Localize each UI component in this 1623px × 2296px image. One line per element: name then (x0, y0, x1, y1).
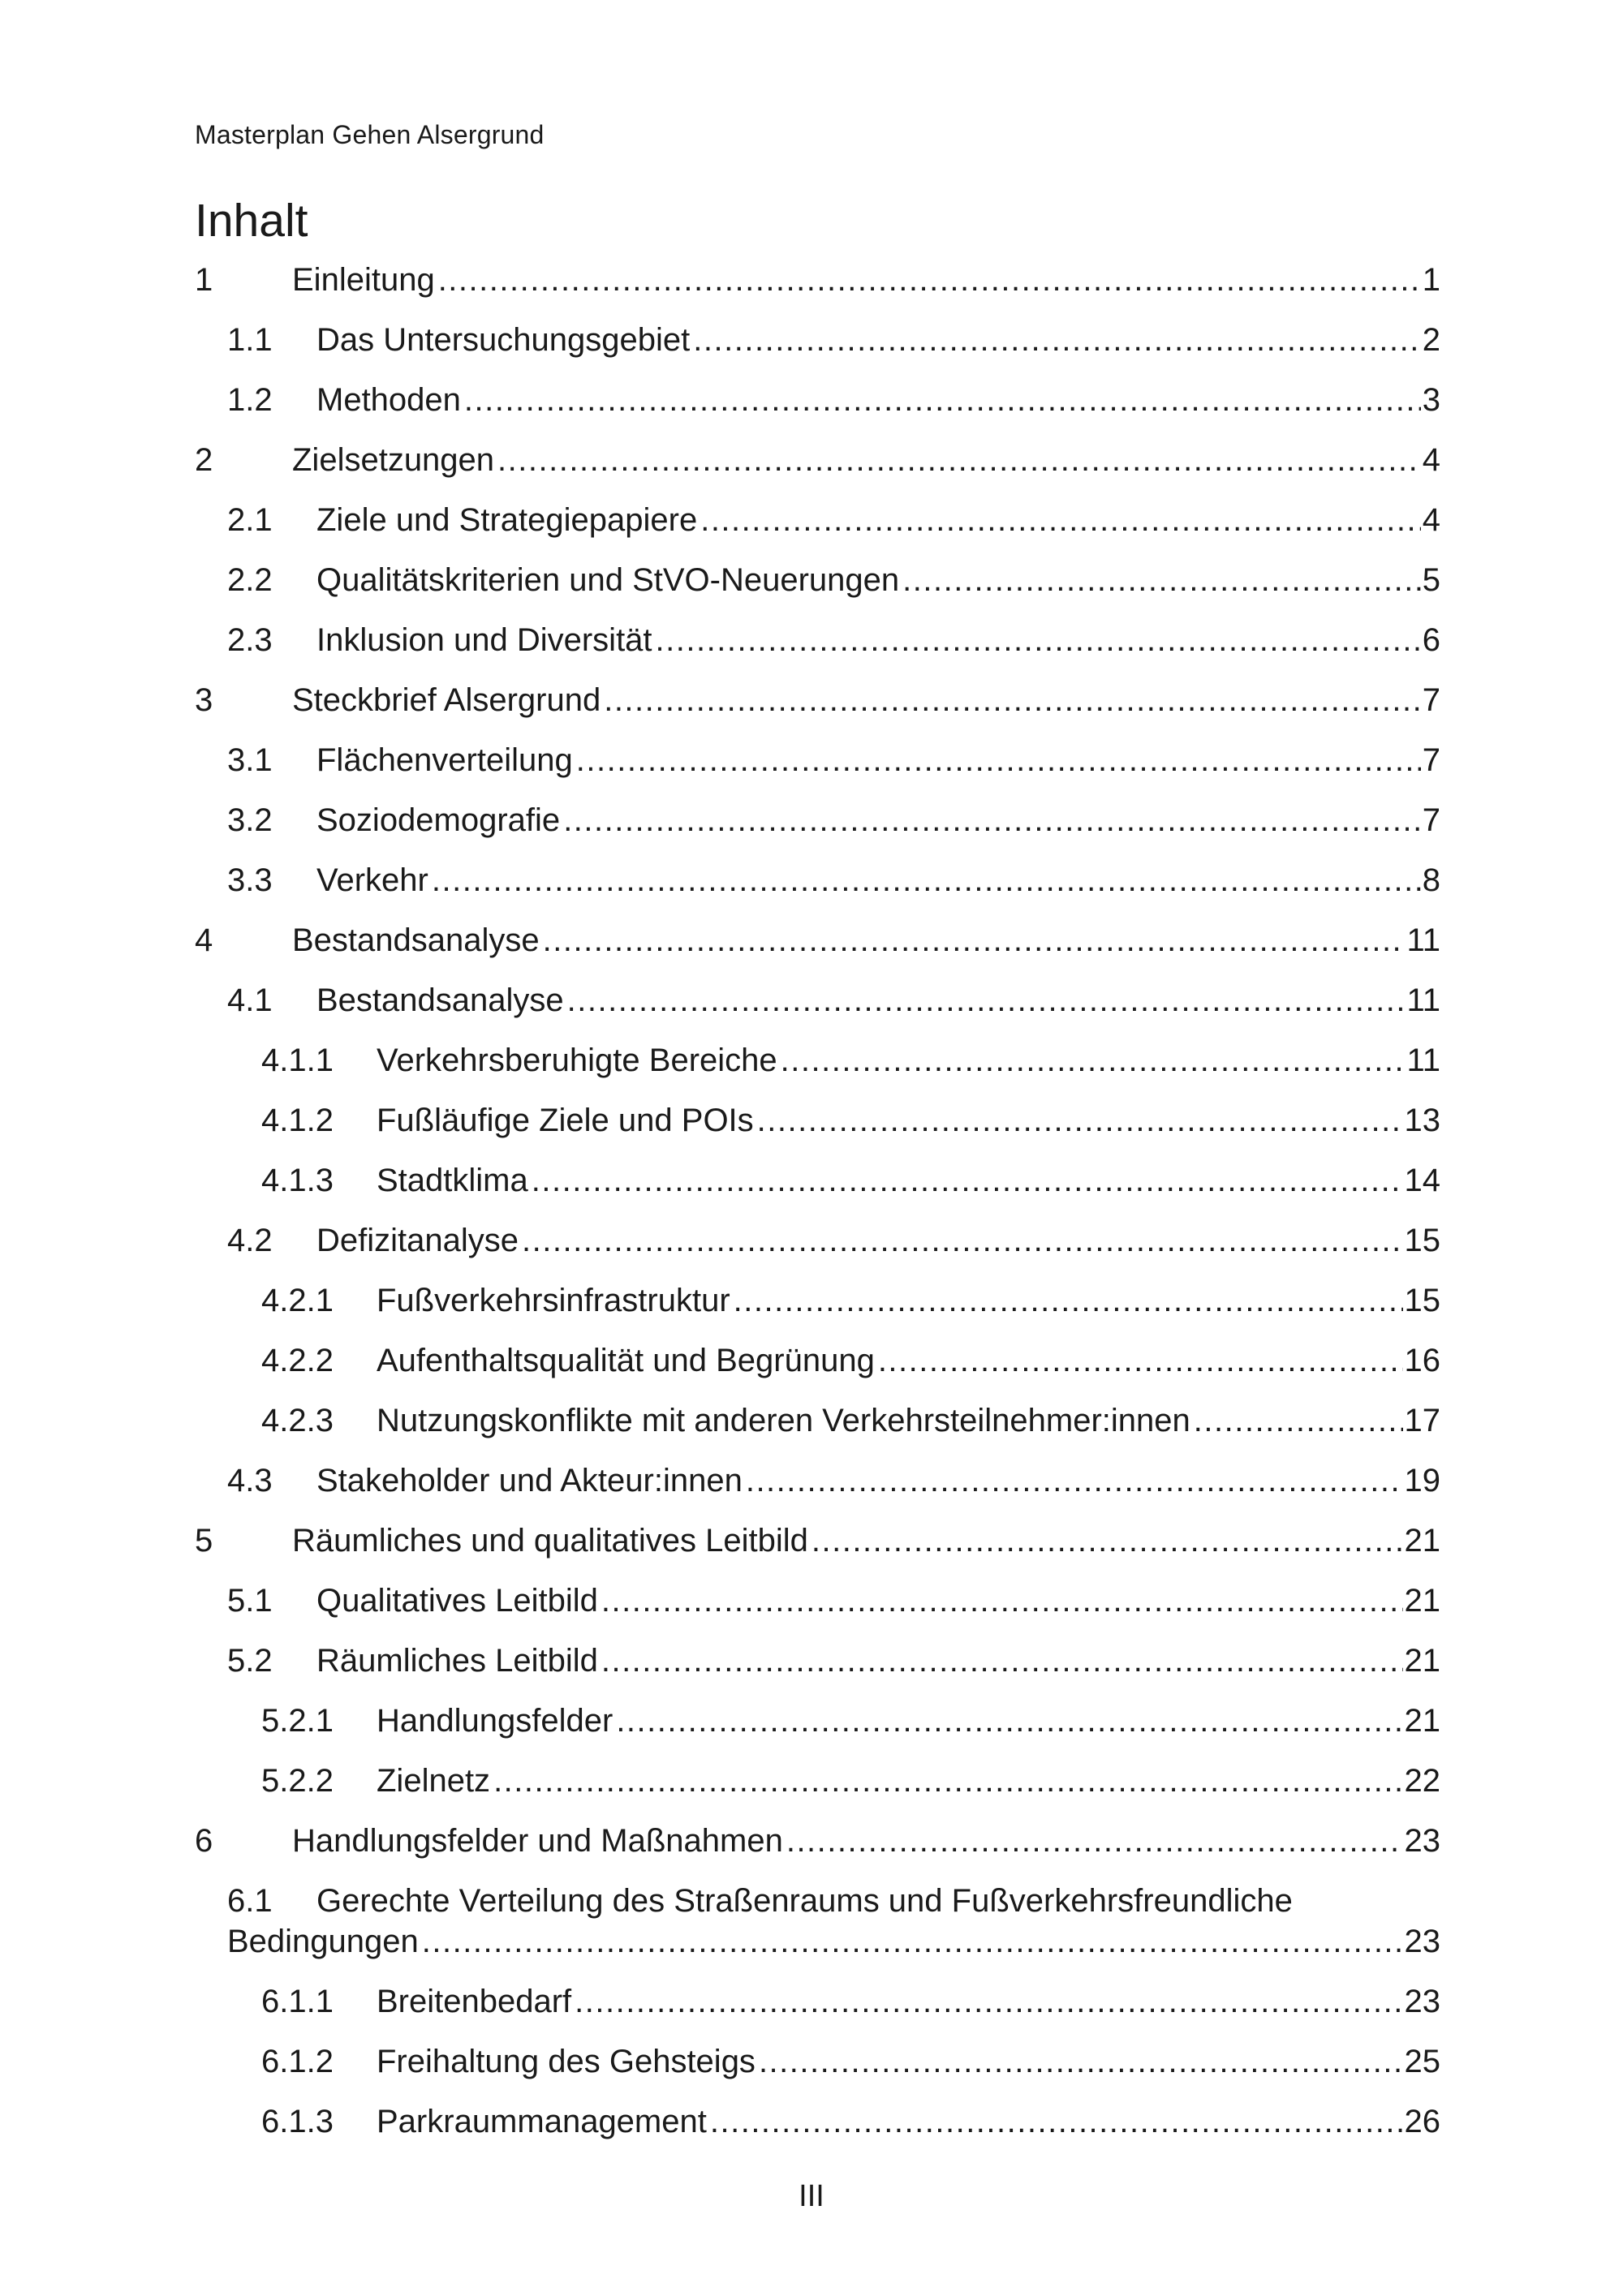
toc-entry-title: Fußläufige Ziele und POIs (377, 1103, 754, 1138)
toc-entry-number: 2.3 (227, 622, 273, 658)
toc-entry-title: Qualitätskriterien und StVO-Neuerungen (316, 562, 900, 598)
toc-entry-number: 4 (195, 922, 213, 958)
toc-entry[interactable] (195, 1160, 1440, 1201)
toc-entry[interactable] (195, 320, 1440, 360)
dot-leader (563, 800, 1421, 841)
toc-entry-title: Räumliches und qualitatives Leitbild (292, 1523, 808, 1559)
toc-entry-title: Räumliches Leitbild (316, 1643, 598, 1679)
toc-entry[interactable] (195, 1220, 1440, 1261)
dot-leader (786, 1821, 1403, 1861)
toc-entry-number: 1 (195, 262, 213, 298)
toc-entry-number: 6.1.2 (261, 2044, 334, 2079)
toc-entry[interactable] (195, 920, 1440, 961)
dot-leader (812, 1520, 1403, 1561)
toc-entry-title: Zielsetzungen (292, 442, 495, 478)
toc-entry-page: 8 (1422, 862, 1440, 898)
toc-entry[interactable] (195, 1280, 1440, 1321)
toc-entry-number: 6.1 (227, 1883, 273, 1919)
toc-entry-number: 5.2 (227, 1643, 273, 1679)
dot-leader (567, 980, 1406, 1021)
dot-leader (746, 1460, 1403, 1501)
toc-entry[interactable] (195, 1761, 1440, 1801)
dot-leader (734, 1280, 1403, 1321)
toc-entry-number: 4.2 (227, 1223, 273, 1258)
toc-entry-number: 3 (195, 682, 213, 718)
toc-entry[interactable] (195, 740, 1440, 780)
toc-entry-number: 2.1 (227, 502, 273, 538)
toc-entry-page: 26 (1404, 2104, 1440, 2139)
toc-entry-page: 3 (1422, 382, 1440, 418)
toc-entry-page: 1 (1422, 262, 1440, 298)
dot-leader (522, 1220, 1402, 1261)
toc-entry[interactable] (195, 2041, 1440, 2082)
toc-entry-page: 11 (1406, 1043, 1440, 1078)
toc-entry-page: 17 (1404, 1403, 1440, 1438)
toc-entry-number: 5.2.2 (261, 1763, 334, 1799)
dot-leader (902, 560, 1421, 600)
toc-entry-number: 4.2.1 (261, 1283, 334, 1318)
toc-entry-title: Nutzungskonflikte mit anderen Verkehrsteilnehmer:innen (377, 1403, 1190, 1438)
toc-entry-page: 5 (1422, 562, 1440, 598)
toc-entry-title: Das Untersuchungsgebiet (316, 322, 691, 358)
dot-leader (1194, 1400, 1403, 1441)
dot-leader (616, 1701, 1402, 1741)
toc-entry-page: 15 (1404, 1223, 1440, 1258)
toc-title: Inhalt (195, 195, 308, 247)
dot-leader (604, 680, 1421, 720)
toc-entry-page: 7 (1422, 682, 1440, 718)
toc-entry-number: 6.1.3 (261, 2104, 334, 2139)
toc-entry[interactable] (195, 1981, 1440, 2022)
toc-entry[interactable] (195, 1520, 1440, 1561)
toc-entry-number: 4.1.3 (261, 1163, 334, 1198)
toc-entry[interactable] (195, 1640, 1440, 1681)
toc-entry-number: 6.1.1 (261, 1984, 334, 2019)
toc-entry[interactable] (195, 2101, 1440, 2142)
dot-leader (575, 1981, 1402, 2022)
toc-entry-number: 3.3 (227, 862, 273, 898)
toc-entry-page: 15 (1404, 1283, 1440, 1318)
toc-entry-page: 13 (1404, 1103, 1440, 1138)
toc-entry-number: 4.2.2 (261, 1343, 334, 1378)
toc-entry-title: Fußverkehrsinfrastruktur (377, 1283, 730, 1318)
dot-leader (601, 1640, 1403, 1681)
toc-entry-title: Zielnetz (377, 1763, 491, 1799)
toc-entry-page: 11 (1406, 982, 1440, 1018)
toc-entry-number: 1.2 (227, 382, 273, 418)
dot-leader (710, 2101, 1403, 2142)
toc-entry[interactable] (195, 980, 1440, 1021)
toc-entry-number: 4.1.1 (261, 1043, 334, 1078)
toc-entry-number: 3.2 (227, 802, 273, 838)
toc-entry-title: Stakeholder und Akteur:innen (316, 1463, 743, 1498)
page-number: III (799, 2179, 824, 2213)
toc-entry-title: Steckbrief Alsergrund (292, 682, 601, 718)
toc-entry-title: Soziodemografie (316, 802, 561, 838)
toc-entry-number: 4.2.3 (261, 1403, 334, 1438)
toc-entry-title: Stadtklima (377, 1163, 528, 1198)
toc-entry-page: 21 (1404, 1583, 1440, 1619)
toc-entry-title: Qualitatives Leitbild (316, 1583, 598, 1619)
toc-entry-title: Bestandsanalyse (292, 922, 540, 958)
dot-leader (757, 1100, 1403, 1141)
toc-entry-page: 21 (1404, 1703, 1440, 1739)
toc-entry[interactable] (195, 800, 1440, 841)
table-of-contents (195, 260, 1440, 2161)
toc-entry-number: 3.1 (227, 742, 273, 778)
toc-entry-page: 23 (1404, 1984, 1440, 2019)
toc-entry-page: 23 (1404, 1924, 1440, 1959)
toc-entry-page: 4 (1422, 502, 1440, 538)
dot-leader (432, 860, 1421, 901)
dot-leader (438, 260, 1421, 300)
toc-entry-page: 7 (1422, 742, 1440, 778)
toc-entry[interactable] (195, 680, 1440, 720)
toc-entry-page: 23 (1404, 1823, 1440, 1859)
toc-entry[interactable] (195, 1580, 1440, 1621)
toc-entry-title: Inklusion und Diversität (316, 622, 652, 658)
toc-entry-page: 14 (1404, 1163, 1440, 1198)
toc-entry-page: 6 (1422, 622, 1440, 658)
dot-leader (464, 380, 1421, 420)
toc-entry-page: 7 (1422, 802, 1440, 838)
toc-entry[interactable] (195, 1040, 1440, 1081)
dot-leader (781, 1040, 1406, 1081)
toc-entry-number: 5.2.1 (261, 1703, 334, 1739)
toc-entry-number: 4.3 (227, 1463, 273, 1498)
toc-entry-title: Breitenbedarf (377, 1984, 572, 2019)
toc-entry-page: 25 (1404, 2044, 1440, 2079)
toc-entry[interactable] (195, 860, 1440, 901)
toc-entry-title: Gerechte Verteilung des Straßenraums und Fußverkehrsfreundliche (316, 1883, 1293, 1919)
toc-entry-number: 4.1.2 (261, 1103, 334, 1138)
toc-entry-title: Verkehr (316, 862, 428, 898)
dot-leader (759, 2041, 1403, 2082)
toc-entry-title: Flächenverteilung (316, 742, 573, 778)
toc-entry-number: 5.1 (227, 1583, 273, 1619)
toc-entry[interactable] (195, 440, 1440, 480)
toc-entry-title: Handlungsfelder und Maßnahmen (292, 1823, 783, 1859)
toc-entry-page: 16 (1404, 1343, 1440, 1378)
toc-entry-title: Bestandsanalyse (316, 982, 564, 1018)
dot-leader (601, 1580, 1403, 1621)
toc-entry-page: 11 (1406, 922, 1440, 958)
toc-entry-page: 21 (1404, 1523, 1440, 1559)
toc-entry-number: 4.1 (227, 982, 273, 1018)
toc-entry-title-continued: Bedingungen (227, 1924, 419, 1959)
toc-entry-title: Freihaltung des Gehsteigs (377, 2044, 756, 2079)
dot-leader (700, 500, 1421, 540)
dot-leader (656, 620, 1421, 660)
toc-entry[interactable] (195, 560, 1440, 600)
toc-entry[interactable] (195, 1821, 1440, 1861)
toc-entry-number: 2 (195, 442, 213, 478)
toc-entry[interactable] (195, 1701, 1440, 1741)
toc-entry[interactable] (195, 1460, 1440, 1501)
toc-entry-page: 22 (1404, 1763, 1440, 1799)
toc-entry[interactable] (195, 500, 1440, 540)
dot-leader (497, 440, 1421, 480)
dot-leader (532, 1160, 1403, 1201)
toc-entry-title: Handlungsfelder (377, 1703, 613, 1739)
toc-entry-number: 2.2 (227, 562, 273, 598)
toc-entry-page: 4 (1422, 442, 1440, 478)
toc-entry-number: 5 (195, 1523, 213, 1559)
toc-entry-title: Aufenthaltsqualität und Begrünung (377, 1343, 875, 1378)
running-header: Masterplan Gehen Alsergrund (195, 120, 545, 149)
toc-entry-title: Einleitung (292, 262, 435, 298)
toc-entry-title: Defizitanalyse (316, 1223, 519, 1258)
dot-leader (693, 320, 1420, 360)
toc-entry-title: Parkraummanagement (377, 2104, 707, 2139)
toc-entry-title: Methoden (316, 382, 461, 418)
toc-entry[interactable] (195, 380, 1440, 420)
dot-leader (422, 1921, 1403, 1962)
toc-entry[interactable] (195, 1340, 1440, 1381)
toc-entry-page: 19 (1404, 1463, 1440, 1498)
toc-entry[interactable] (195, 1400, 1440, 1441)
toc-entry-title: Ziele und Strategiepapiere (316, 502, 698, 538)
toc-entry[interactable] (195, 620, 1440, 660)
toc-entry[interactable] (195, 1100, 1440, 1141)
toc-entry-page: 21 (1404, 1643, 1440, 1679)
toc-entry-number: 1.1 (227, 322, 273, 358)
toc-entry-title: Verkehrsberuhigte Bereiche (377, 1043, 777, 1078)
dot-leader (543, 920, 1406, 961)
toc-entry[interactable] (195, 1881, 1440, 1962)
dot-leader (576, 740, 1421, 780)
toc-entry-number: 6 (195, 1823, 213, 1859)
toc-entry-page: 2 (1422, 322, 1440, 358)
dot-leader (878, 1340, 1403, 1381)
toc-entry[interactable] (195, 260, 1440, 300)
dot-leader (493, 1761, 1402, 1801)
